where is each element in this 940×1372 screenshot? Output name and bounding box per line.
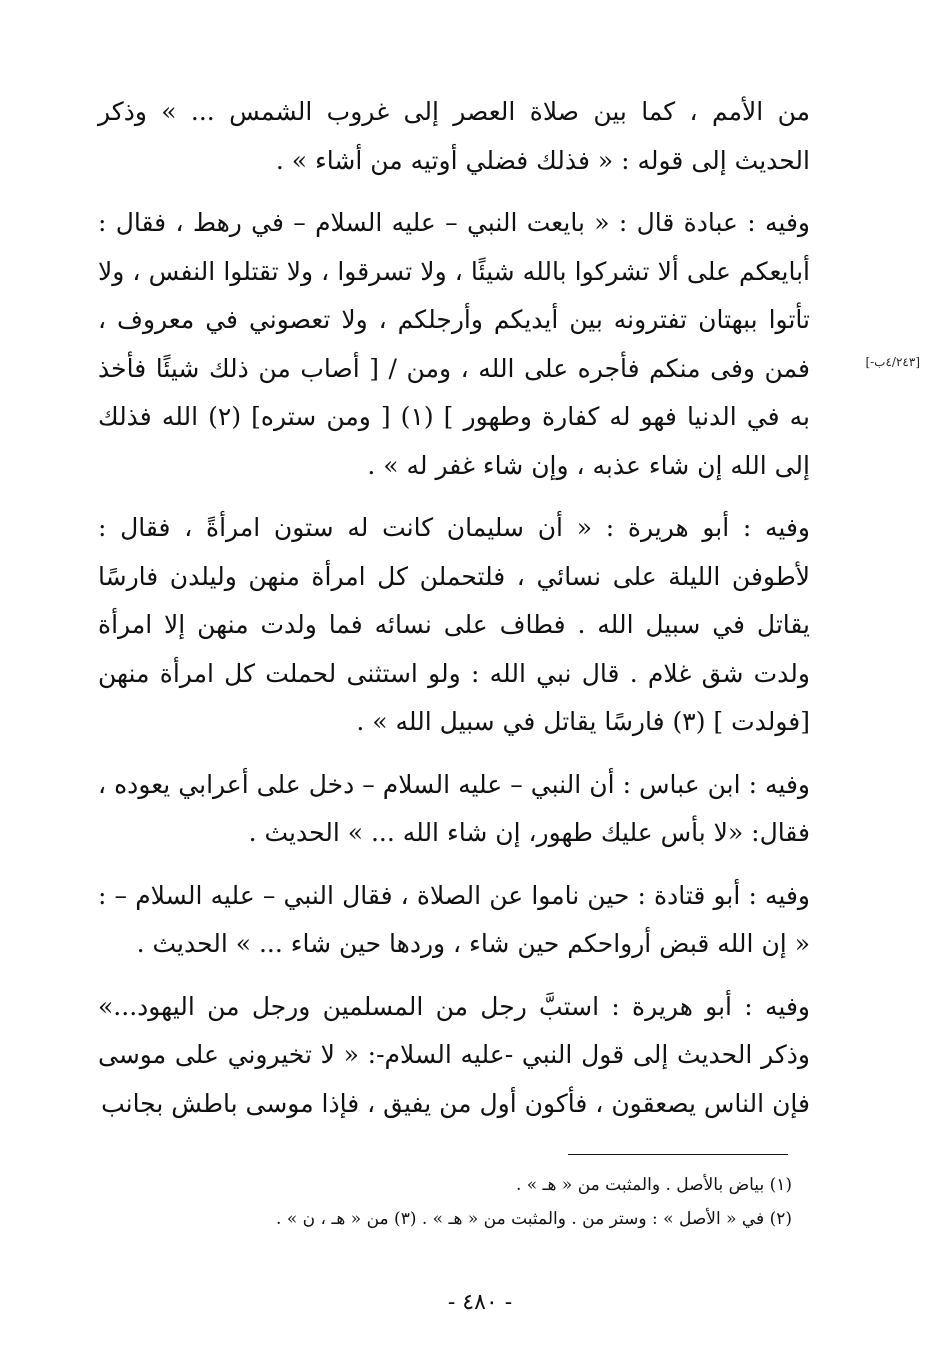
page-number: - ٤٨٠ - [447, 1290, 513, 1315]
paragraph-1: من الأمم ، كما بين صلاة العصر إلى غروب الشمس ... » وذكر الحديث إلى قوله : « فذلك فضلي أوتيه من أشاء » . [98, 97, 810, 175]
paragraph-5: وفيه : أبو قتادة : حين ناموا عن الصلاة ، فقال النبي – عليه السلام – : « إن الله قبض أرواحكم حين شاء ، وردها حين شاء ... » الحديث . [98, 880, 810, 958]
main-text [98, 88, 810, 1142]
paragraph-2: وفيه : عبادة قال : « بايعت النبي – عليه السلام – في رهط ، فقال : أبايعكم على ألا تشركوا بالله شيئًا ، ولا تسرقوا ، ولا تقتلوا النفس ، ولا تأتوا ببهتان تفترونه بين أيديكم وأرجلكم ، ولا تعصوني في معروف ، فمن وفى منكم فأجره على الله ، ومن / [ أصاب من ذلك شيئًا فأخذ به في الدنيا فهو له كفارة وطهور ] (١) [ ومن ستره] (٢) الله فذلك إلى الله إن شاء عذبه ، وإن شاء غفر له » . [98, 208, 811, 480]
footnote-separator [568, 1154, 788, 1155]
manuscript-folio-note: [٤/٢٤٣ب-] [865, 355, 920, 369]
paragraph-4: وفيه : ابن عباس : أن النبي – عليه السلام – دخل على أعرابي يعوده ، فقال: «لا بأس عليك طهور، إن شاء الله ... » الحديث . [98, 769, 810, 847]
footnote-1: (١) بياض بالأصل . والمثبت من « هـ » . [515, 1175, 792, 1195]
footnote-2: (٢) في « الأصل » : وستر من . والمثبت من « هـ » . (٣) من « هـ ، ن » . [276, 1209, 792, 1229]
footnotes [140, 1168, 792, 1236]
paragraph-6: وفيه : أبو هريرة : استبَّ رجل من المسلمين ورجل من اليهود...» وذكر الحديث إلى قول النبي -عليه السلام-: « لا تخيروني على موسى فإن الناس يصعقون ، فأكون أول من يفيق ، فإذا موسى باطش بجانب [98, 991, 810, 1118]
paragraph-3: وفيه : أبو هريرة : « أن سليمان كانت له ستون امرأةً ، فقال : لأطوفن الليلة على نسائي ، فلتحملن كل امرأة منهن وليلدن فارسًا يقاتل في سبيل الله . فطاف على نسائه فما ولدت منهن إلا امرأة ولدت شق غلام . قال نبي الله : ولو استثنى لحملت كل امرأة منهن [فولدت ] (٣) فارسًا يقاتل في سبيل الله » . [98, 513, 810, 736]
